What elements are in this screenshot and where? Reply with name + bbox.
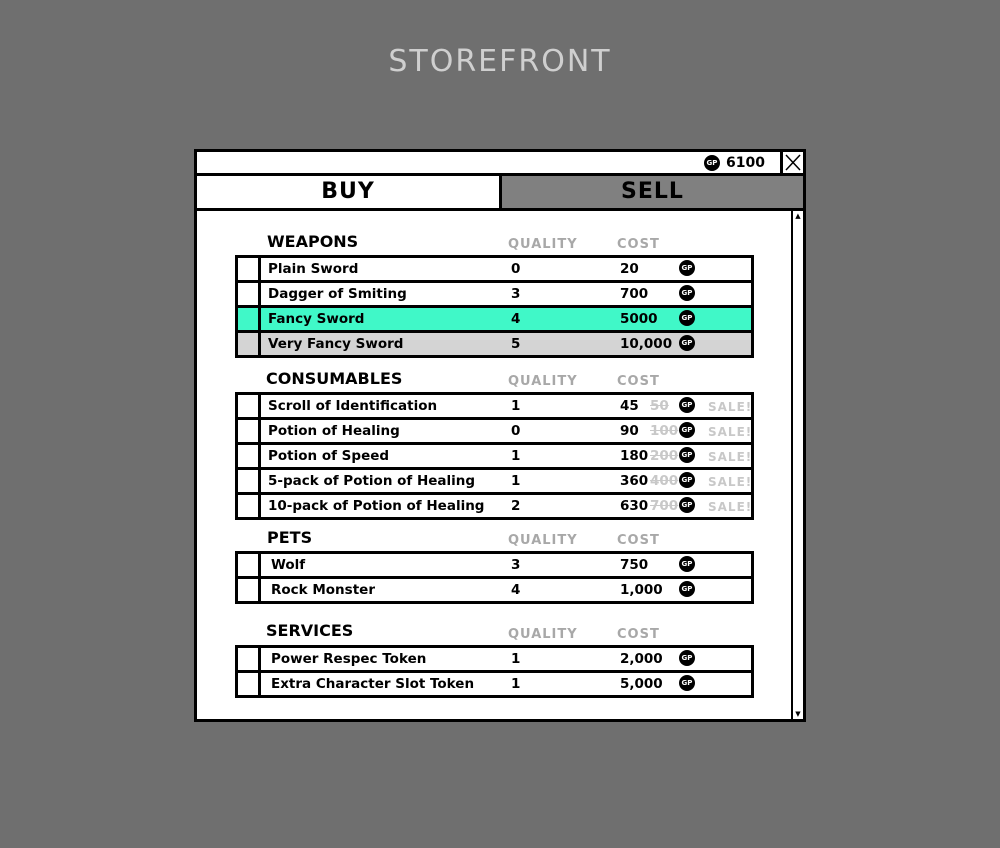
item-quality: 1 xyxy=(511,473,521,489)
item-cost: 180 xyxy=(620,448,649,464)
quality-column-header: QUALITY xyxy=(508,627,578,642)
gp-coin-icon: GP xyxy=(679,650,695,666)
item-checkbox[interactable] xyxy=(238,308,261,330)
item-name: Fancy Sword xyxy=(268,311,365,327)
item-table xyxy=(235,392,754,520)
item-quality: 3 xyxy=(511,286,521,302)
item-original-cost: 700 xyxy=(650,498,679,514)
item-cost: 700 xyxy=(620,286,649,302)
item-cost: 2,000 xyxy=(620,651,663,667)
item-row[interactable] xyxy=(238,554,751,579)
gp-coin-icon: GP xyxy=(679,335,695,351)
item-cost: 90 xyxy=(620,423,639,439)
item-name: Rock Monster xyxy=(271,582,375,598)
sale-badge: SALE! xyxy=(708,475,753,489)
item-quality: 1 xyxy=(511,676,521,692)
section-title: CONSUMABLES xyxy=(266,369,403,388)
item-name: 10-pack of Potion of Healing xyxy=(268,498,485,514)
cost-column-header: COST xyxy=(617,374,660,389)
gp-coin-icon: GP xyxy=(679,556,695,572)
item-name: Extra Character Slot Token xyxy=(271,676,475,692)
gp-coin-icon: GP xyxy=(679,397,695,413)
item-checkbox[interactable] xyxy=(238,648,261,670)
gp-coin-icon: GP xyxy=(679,422,695,438)
item-row[interactable] xyxy=(238,283,751,308)
cost-column-header: COST xyxy=(617,237,660,252)
item-original-cost: 100 xyxy=(650,423,679,439)
item-table xyxy=(235,255,754,358)
close-button[interactable] xyxy=(780,152,803,173)
item-checkbox[interactable] xyxy=(238,554,261,576)
item-checkbox[interactable] xyxy=(238,258,261,280)
item-checkbox[interactable] xyxy=(238,420,261,442)
item-cost: 10,000 xyxy=(620,336,673,352)
store-window xyxy=(194,149,806,722)
window-topbar xyxy=(197,152,803,176)
item-checkbox[interactable] xyxy=(238,333,261,355)
sale-badge: SALE! xyxy=(708,425,753,439)
quality-column-header: QUALITY xyxy=(508,374,578,389)
gold-amount: 6100 xyxy=(726,154,765,171)
gp-coin-icon: GP xyxy=(679,581,695,597)
item-name: Potion of Healing xyxy=(268,423,400,439)
item-cost: 630 xyxy=(620,498,649,514)
item-checkbox[interactable] xyxy=(238,445,261,467)
item-row[interactable] xyxy=(238,445,751,470)
close-icon xyxy=(783,152,803,173)
item-cost: 20 xyxy=(620,261,639,277)
item-name: Dagger of Smiting xyxy=(268,286,407,302)
item-cost: 1,000 xyxy=(620,582,663,598)
item-name: Potion of Speed xyxy=(268,448,390,464)
item-row[interactable] xyxy=(238,648,751,673)
item-cost: 5,000 xyxy=(620,676,663,692)
tab-buy[interactable]: BUY xyxy=(197,176,502,208)
item-cost: 5000 xyxy=(620,311,658,327)
item-row[interactable] xyxy=(238,495,751,517)
item-cost: 750 xyxy=(620,557,649,573)
tab-sell[interactable]: SELL xyxy=(502,176,803,208)
sale-badge: SALE! xyxy=(708,450,753,464)
item-row[interactable] xyxy=(238,579,751,601)
cost-column-header: COST xyxy=(617,533,660,548)
gp-coin-icon: GP xyxy=(679,447,695,463)
item-checkbox[interactable] xyxy=(238,470,261,492)
item-row[interactable] xyxy=(238,395,751,420)
item-name: Scroll of Identification xyxy=(268,398,438,414)
gp-coin-icon: GP xyxy=(679,675,695,691)
page-title: STOREFRONT xyxy=(388,44,612,79)
cost-column-header: COST xyxy=(617,627,660,642)
item-quality: 1 xyxy=(511,398,521,414)
item-name: Very Fancy Sword xyxy=(268,336,404,352)
scroll-down-icon[interactable]: ▼ xyxy=(795,710,801,718)
item-quality: 5 xyxy=(511,336,521,352)
item-row[interactable] xyxy=(238,420,751,445)
item-original-cost: 400 xyxy=(650,473,679,489)
gp-coin-icon: GP xyxy=(679,285,695,301)
quality-column-header: QUALITY xyxy=(508,237,578,252)
item-quality: 0 xyxy=(511,423,521,439)
sale-badge: SALE! xyxy=(708,400,753,414)
item-quality: 3 xyxy=(511,557,521,573)
item-checkbox[interactable] xyxy=(238,579,261,601)
item-quality: 4 xyxy=(511,582,521,598)
item-row[interactable] xyxy=(238,333,751,355)
item-quality: 2 xyxy=(511,498,521,514)
item-row[interactable] xyxy=(238,470,751,495)
item-row[interactable] xyxy=(238,673,751,695)
item-cost: 45 xyxy=(620,398,639,414)
item-name: Plain Sword xyxy=(268,261,359,277)
scroll-up-icon[interactable]: ▲ xyxy=(795,212,801,220)
item-checkbox[interactable] xyxy=(238,283,261,305)
section-title: PETS xyxy=(267,528,313,547)
gp-coin-icon: GP xyxy=(679,497,695,513)
item-quality: 1 xyxy=(511,448,521,464)
item-original-cost: 200 xyxy=(650,448,679,464)
item-cost: 360 xyxy=(620,473,649,489)
quality-column-header: QUALITY xyxy=(508,533,578,548)
item-quality: 1 xyxy=(511,651,521,667)
section-title: SERVICES xyxy=(266,621,354,640)
scrollbar[interactable] xyxy=(791,211,803,719)
item-table xyxy=(235,551,754,604)
sale-badge: SALE! xyxy=(708,500,753,514)
item-quality: 0 xyxy=(511,261,521,277)
item-row[interactable] xyxy=(238,308,751,333)
item-quality: 4 xyxy=(511,311,521,327)
gold-display xyxy=(704,152,780,173)
gp-coin-icon: GP xyxy=(704,155,720,171)
gp-coin-icon: GP xyxy=(679,472,695,488)
item-checkbox[interactable] xyxy=(238,395,261,417)
item-name: 5-pack of Potion of Healing xyxy=(268,473,476,489)
item-original-cost: 50 xyxy=(650,398,669,414)
item-name: Power Respec Token xyxy=(271,651,427,667)
item-name: Wolf xyxy=(271,557,306,573)
tab-bar xyxy=(197,176,803,211)
gp-coin-icon: GP xyxy=(679,260,695,276)
item-checkbox[interactable] xyxy=(238,673,261,695)
gp-coin-icon: GP xyxy=(679,310,695,326)
item-checkbox[interactable] xyxy=(238,495,261,517)
item-row[interactable] xyxy=(238,258,751,283)
section-title: WEAPONS xyxy=(267,232,359,251)
item-table xyxy=(235,645,754,698)
